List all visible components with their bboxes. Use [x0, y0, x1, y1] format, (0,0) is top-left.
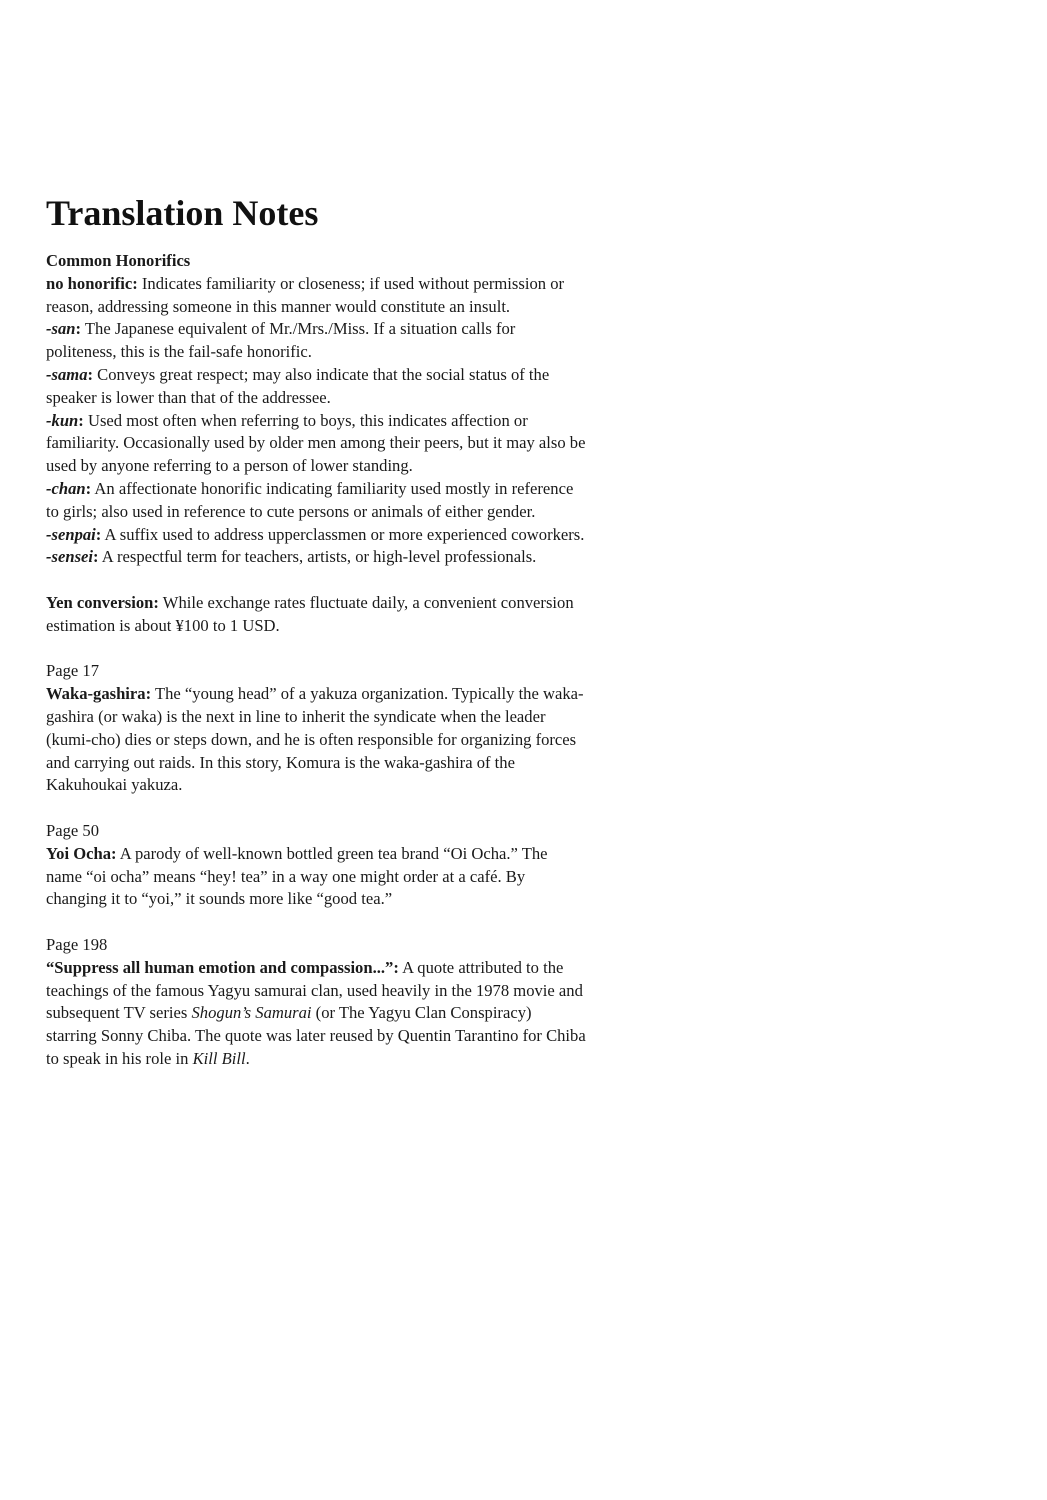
honorifics-heading: Common Honorifics [46, 251, 191, 270]
spacer [46, 569, 586, 592]
note-suppress-emotion-quote: “Suppress all human emotion and compassion...”: A quote attributed to the teachings of the famous Yagyu samurai clan, used heavily in the 1978 movie and subsequent TV series Shogun’s Samurai (or The Yagyu Clan Conspiracy) starring Sonny Chiba. The quote was later reused by Quentin Tarantino for Chiba to speak in his role in Kill Bill. [46, 957, 586, 1068]
honorific-entry-san: -san: The Japanese equivalent of Mr./Mrs./Miss. If a situation calls for politeness, this is the fail-safe honorific. [46, 319, 516, 362]
honorific-entry-senpai: -senpai: A suffix used to address upperclassmen or more experienced coworkers. [46, 524, 585, 544]
spacer [46, 797, 586, 820]
note-page-label: Page 50 [46, 820, 99, 840]
spacer [46, 911, 586, 934]
honorific-entry-chan: -chan: An affectionate honorific indicating familiarity used mostly in reference to girls; also used in reference to cute persons or animals of either gender. [46, 478, 574, 521]
spacer [46, 638, 586, 661]
note-waka-gashira: Waka-gashira: The “young head” of a yakuza organization. Typically the waka-gashira (or waka) is the next in line to inherit the syndicate when the leader (kumi-cho) dies or steps down, and he is often responsible for organizing forces and carrying out raids. In this story, Komura is the waka-gashira of the Kakuhoukai yakuza. [46, 684, 584, 795]
translation-notes-page [46, 190, 586, 1071]
note-page-label: Page 198 [46, 934, 108, 954]
honorific-entry-kun: -kun: Used most often when referring to boys, this indicates affection or familiarity. Occasionally used by older men among their peers, but it may also be used by anyone referring to a person of lower standing. [46, 410, 586, 476]
notes-body [46, 250, 586, 1071]
yen-conversion-note: Yen conversion: While exchange rates fluctuate daily, a convenient conversion estimation is about ¥100 to 1 USD. [46, 592, 574, 635]
honorific-entry-none: no honorific: Indicates familiarity or closeness; if used without permission or reason, addressing someone in this manner would constitute an insult. [46, 273, 565, 316]
page-title: Translation Notes [46, 193, 319, 233]
note-page-label: Page 17 [46, 661, 99, 681]
honorific-entry-sensei: -sensei: A respectful term for teachers, artists, or high-level professionals. [46, 547, 537, 567]
honorific-entry-sama: -sama: Conveys great respect; may also indicate that the social status of the speaker is lower than that of the addressee. [46, 364, 550, 407]
note-yoi-ocha: Yoi Ocha: A parody of well-known bottled green tea brand “Oi Ocha.” The name “oi ocha” means “hey! tea” in a way one might order at a café. By changing it to “yoi,” it sounds more like “good tea.” [46, 843, 548, 909]
